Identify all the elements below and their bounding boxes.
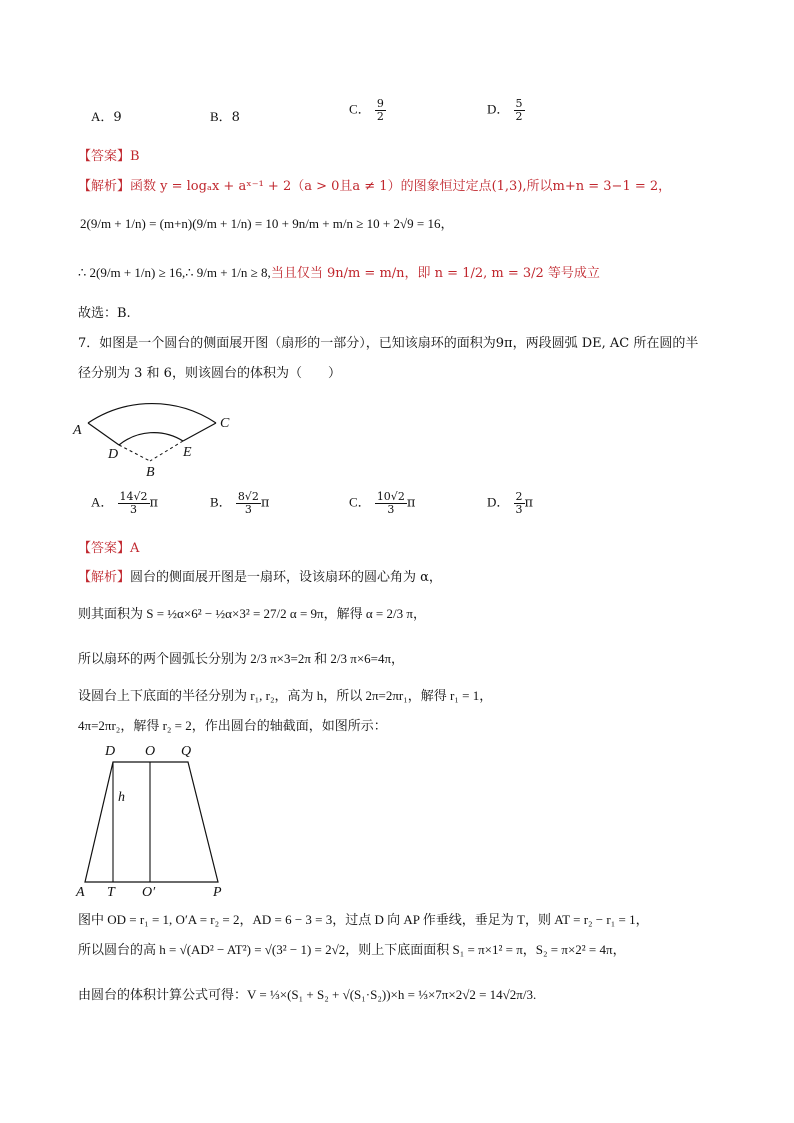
- q6-analysis-line3: ∴ 2(9/m + 1/n) ≥ 16,∴ 9/m + 1/n ≥ 8,当且仅当 9n/m = m/n，即 n = 1/2, m = 3/2 等号成立: [78, 265, 600, 281]
- label-h: h: [118, 790, 125, 805]
- q6-option-a: A．9: [91, 109, 122, 125]
- q6-analysis-line2: 2(9/m + 1/n) = (m+n)(9/m + 1/n) = 10 + 9n/m + m/n ≥ 10 + 2√9 = 16，: [80, 216, 454, 231]
- trapezoid: [85, 762, 218, 882]
- dash-eb: [150, 441, 183, 461]
- q6-answer: 【答案】B: [78, 149, 140, 164]
- q7-analysis-line5: 4π=2πr₂，解得 r₂ = 2，作出圆台的轴截面，如图所示：: [78, 718, 387, 733]
- q7-answer: 【答案】A: [78, 541, 140, 556]
- label-e: E: [183, 445, 192, 460]
- q7-analysis-line1: 【解析】圆台的侧面展开图是一扇环，设该扇环的圆心角为 α，: [78, 570, 442, 585]
- q6-option-d: D． $\frac{5}{2}$: [487, 97, 523, 123]
- q7-option-b: B． $\frac{8√2}{3}$ π: [210, 490, 270, 516]
- q6-analysis-line1: 【解析】函数 y = logₐx + aˣ⁻¹ + 2（a > 0且a ≠ 1）的图象恒过定点(1,3),所以m+n = 3−1 = 2，: [78, 179, 672, 194]
- label-a: A: [73, 423, 82, 438]
- q6-conclusion: 故选：B.: [78, 306, 131, 321]
- outer-arc: [88, 404, 216, 423]
- label-d2: D: [105, 744, 116, 759]
- inner-arc: [119, 433, 183, 445]
- edge-ce: [183, 423, 216, 441]
- dash-db: [119, 445, 150, 461]
- label-o: O: [145, 744, 156, 759]
- q7-trapezoid-figure: [70, 738, 240, 898]
- label-b: B: [146, 465, 155, 480]
- q7-analysis-line3: 所以扇环的两个圆弧长分别为 2/3 π×3=2π 和 2/3 π×6=4π，: [78, 651, 405, 666]
- q7-stem-line1: 7．如图是一个圆台的侧面展开图（扇形的一部分），已知该扇环的面积为9π，两段圆弧 DE, AC 所在圆的半: [78, 336, 699, 351]
- label-o-prime: O′: [142, 885, 156, 898]
- q6-option-c: C． $\frac{9}{2}$: [349, 97, 384, 123]
- label-q: Q: [181, 744, 192, 759]
- label-a2: A: [76, 885, 85, 898]
- edge-ad: [88, 423, 119, 445]
- label-p: P: [213, 885, 222, 898]
- q7-option-c: C． $\frac{10√2}{3}$ π: [349, 490, 416, 516]
- q7-option-d: D． $\frac{2}{3}$ π: [487, 490, 534, 516]
- q7-analysis-line8: 由圆台的体积计算公式可得：V = ⅓×(S₁ + S₂ + √(S₁·S₂))×h = ⅓×7π×2√2 = 14√2π/3.: [78, 987, 537, 1002]
- q7-option-a: A． $\frac{14√2}{3}$ π: [91, 490, 159, 516]
- q7-analysis-line4: 设圆台上下底面的半径分别为 r₁, r₂，高为 h，所以 2π=2πr₁，解得 r₁ = 1，: [78, 688, 493, 703]
- q6-option-b: B．8: [210, 109, 240, 125]
- q7-analysis-line2: 则其面积为 S = ½α×6² − ½α×3² = 27/2 α = 9π，解得 α = 2/3 π，: [78, 606, 426, 621]
- q7-sector-figure: [70, 385, 250, 480]
- label-c: C: [220, 416, 230, 431]
- q7-analysis-line6: 图中 OD = r₁ = 1, O′A = r₂ = 2，AD = 6 − 3 = 3，过点 D 向 AP 作垂线，垂足为 T，则 AT = r₂ − r₁ = 1，: [78, 912, 649, 927]
- label-d: D: [108, 447, 119, 462]
- q7-analysis-line7: 所以圆台的高 h = √(AD² − AT²) = √(3² − 1) = 2√2，则上下底面面积 S₁ = π×1² = π，S₂ = π×2² = 4π，: [78, 942, 626, 957]
- q7-stem-line2: 径分别为 3 和 6，则该圆台的体积为（ ）: [78, 366, 341, 381]
- label-t: T: [107, 885, 115, 898]
